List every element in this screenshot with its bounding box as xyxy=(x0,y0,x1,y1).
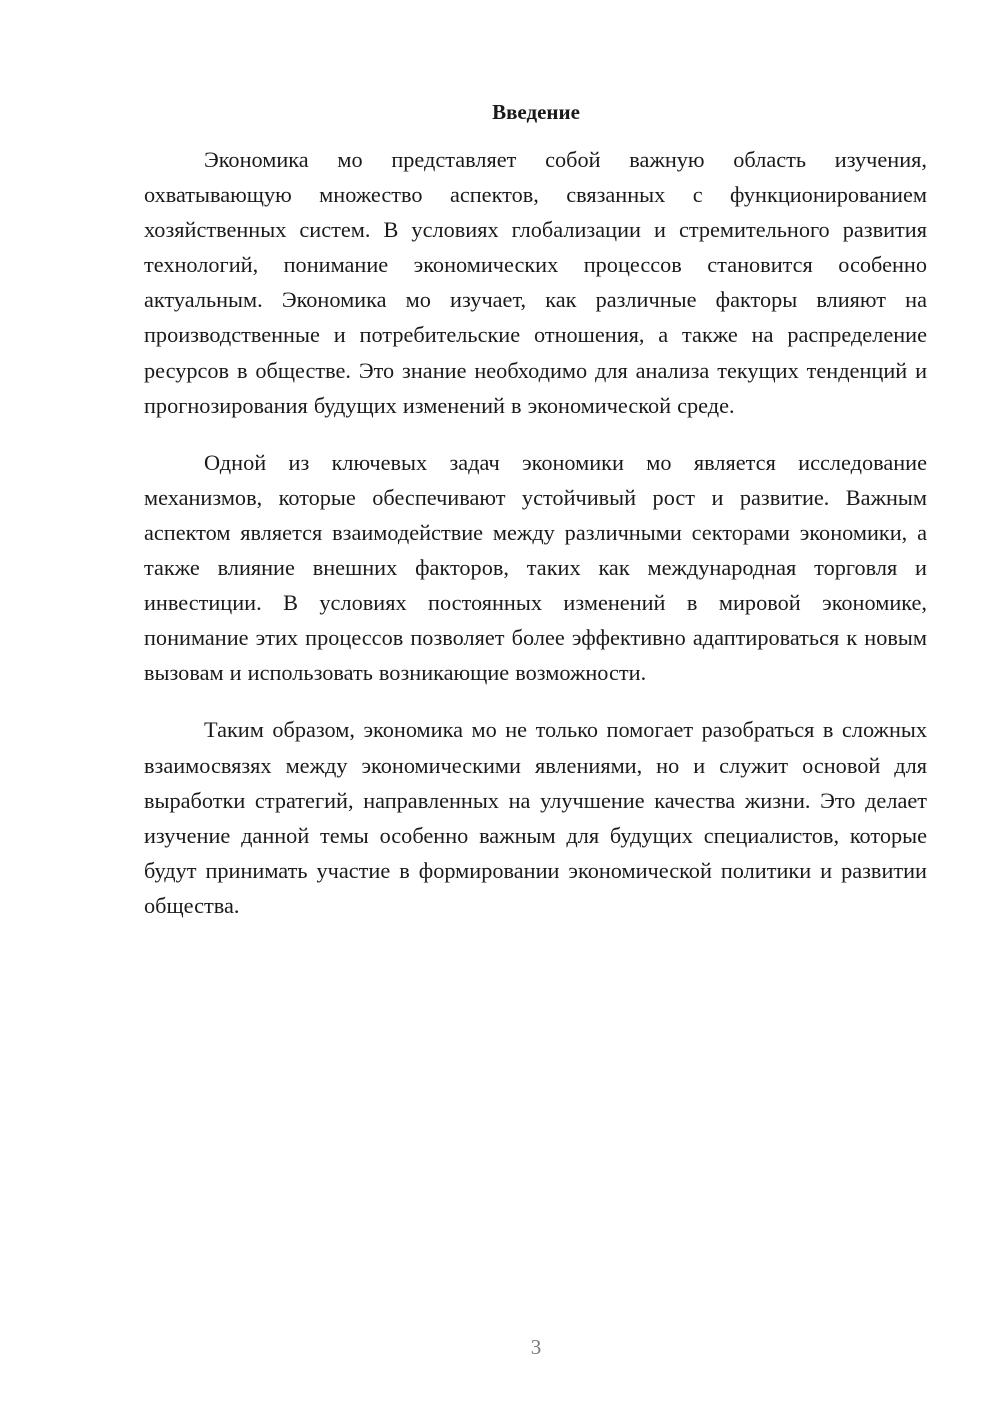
section-title: Введение xyxy=(492,100,580,124)
paragraph-3: Таким образом, экономика мо не только помогает разобраться в сложных взаимосвязях между экономическими явлениями, но и служит основой для выработки стратегий, направленных на улучшение качества жизни. Это делает изучение данной темы особенно важным для будущих специалистов, которые будут принимать участие в формировании экономической политики и развитии общества. xyxy=(144,717,927,918)
paragraph-1: Экономика мо представляет собой важную область изучения, охватывающую множество аспектов, связанных с функционированием хозяйственных систем. В условиях глобализации и стремительного развития технологий, понимание экономических процессов становится особенно актуальным. Экономика мо изучает, как различные факторы влияют на производственные и потребительские отношения, а также на распределение ресурсов в обществе. Это знание необходимо для анализа текущих тенденций и прогнозирования будущих изменений в экономической среде. xyxy=(144,147,927,418)
page-number: 3 xyxy=(530,1335,542,1359)
body-text xyxy=(144,142,927,945)
paragraph-2: Одной из ключевых задач экономики мо является исследование механизмов, которые обеспечивают устойчивый рост и развитие. Важным аспектом является взаимодействие между различными секторами экономики, а также влияние внешних факторов, таких как международная торговля и инвестиции. В условиях постоянных изменений в мировой экономике, понимание этих процессов позволяет более эффективно адаптироваться к новым вызовам и использовать возникающие возможности. xyxy=(144,449,927,686)
